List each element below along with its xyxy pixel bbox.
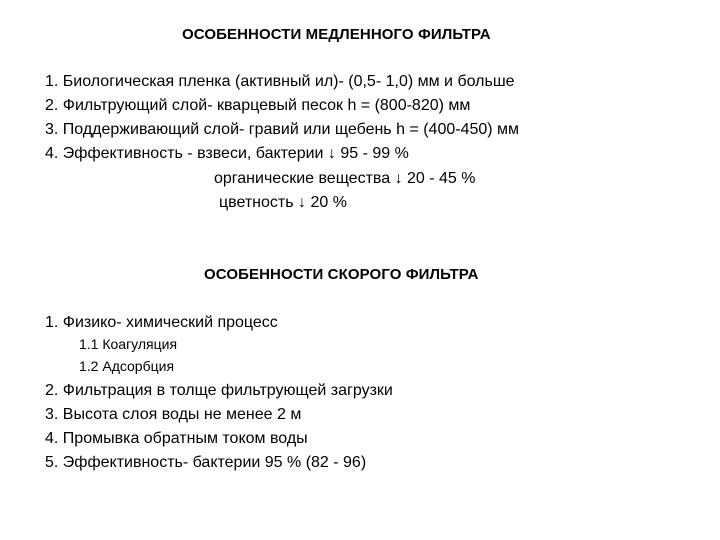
fast-filter-title: ОСОБЕННОСТИ СКОРОГО ФИЛЬТРА: [204, 266, 479, 283]
fast-filter-item-2: 2. Фильтрация в толще фильтрующей загрузки: [45, 382, 393, 399]
slow-filter-efficiency-organic: органические вещества ↓ 20 - 45 %: [214, 170, 476, 187]
fast-filter-subitem-1-2: 1.2 Адсорбция: [79, 358, 175, 374]
slow-filter-item-1: 1. Биологическая пленка (активный ил)- (0,5- 1,0) мм и больше: [45, 73, 515, 90]
fast-filter-subitem-1-1: 1.1 Коагуляция: [79, 336, 178, 352]
slow-filter-title: ОСОБЕННОСТИ МЕДЛЕННОГО ФИЛЬТРА: [182, 26, 491, 43]
fast-filter-item-5: 5. Эффективность- бактерии 95 % (82 - 96): [45, 454, 367, 471]
slow-filter-item-2: 2. Фильтрующий слой- кварцевый песок h = (800-820) мм: [45, 97, 471, 114]
slow-filter-efficiency-color: цветность ↓ 20 %: [219, 194, 347, 211]
fast-filter-item-3: 3. Высота слоя воды не менее 2 м: [45, 406, 302, 423]
slow-filter-item-4: 4. Эффективность - взвеси, бактерии ↓ 95 - 99 %: [45, 145, 409, 162]
slow-filter-item-3: 3. Поддерживающий слой- гравий или щебень h = (400-450) мм: [45, 121, 520, 138]
fast-filter-item-1: 1. Физико- химический процесс: [45, 314, 278, 331]
fast-filter-item-4: 4. Промывка обратным током воды: [45, 430, 308, 447]
